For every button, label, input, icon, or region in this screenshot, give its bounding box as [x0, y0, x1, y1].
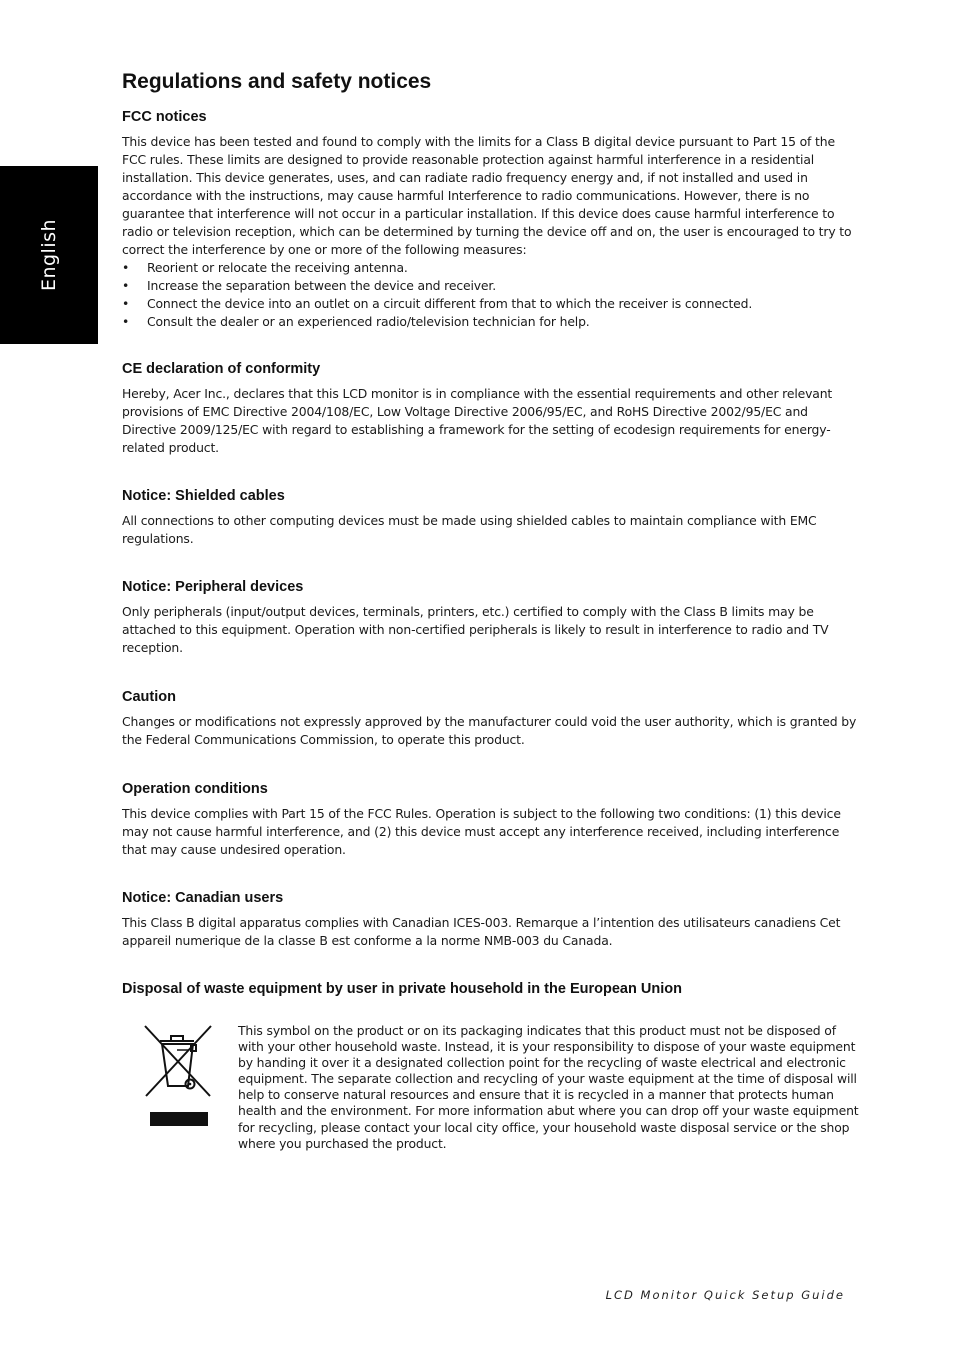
operation-conditions-body: This device complies with Part 15 of the FCC Rules. Operation is subject to the following two conditions: (1) this device may not cause harmful interference, and (2) this device must accept any interference received, including interference that may cause undesired operation.: [122, 806, 841, 857]
fcc-body: This device has been tested and found to comply with the limits for a Class B digital device pursuant to Part 15 of the FCC rules. These limits are designed to provide reasonable protection against harmful interference in a residential installation. This device generates, uses, and can radiate radio frequency energy and, if not installed and used in accordance with the instructions, may cause harmful Interference to radio communications. However, there is no guarantee that interference will not occur in a particular installation. If this device does cause harmful interference to radio or television reception, which can be determined by turning the device off and on, the user is encouraged to try to correct the interference by one or more of the following measures:: [122, 134, 852, 257]
page-content: [122, 68, 860, 1151]
ce-section: [122, 360, 860, 457]
list-item: • Reorient or relocate the receiving antenna.: [122, 259, 860, 277]
shielded-cables-body: All connections to other computing devices must be made using shielded cables to maintain compliance with EMC regulations.: [122, 513, 817, 546]
canadian-users-heading: Notice: Canadian users: [122, 890, 284, 906]
caution-body: Changes or modifications not expressly approved by the manufacturer could void the user authority, which is granted by the Federal Communications Commission, to operate this product.: [122, 714, 857, 747]
list-item: • Increase the separation between the device and receiver.: [122, 277, 860, 295]
disposal-body: This symbol on the product or on its packaging indicates that this product must not be disposed of with your other household waste. Instead, it is your responsibility to dispose of your waste equipment by handing it over it a designated collection point for the recycling of waste electrical and electronic equipment. The separate collection and recycling of your waste equipment at the time of disposal will help to conserve natural resources and ensure that it is recycled in a manner that protects human health and the environment. For more information abut where you can drop off your waste equipment for recycling, please contact your local city office, your household waste disposal service or the shop where you purchased the product.: [238, 1023, 859, 1151]
peripheral-devices-section: [122, 578, 860, 657]
fcc-heading: FCC notices: [122, 109, 207, 125]
ce-body: Hereby, Acer Inc., declares that this LCD monitor is in compliance with the essential requirements and other relevant provisions of EMC Directive 2004/108/EC, Low Voltage Directive 2006/95/EC, and RoHS Directive 2002/95/EC and Directive 2009/125/EC with regard to establishing a framework for the setting of ecodesign requirements for energy-related product.: [122, 386, 833, 455]
language-tab-label: English: [38, 218, 60, 292]
peripheral-devices-body: Only peripherals (input/output devices, terminals, printers, etc.) certified to comply with the Class B limits may be attached to this equipment. Operation with non-certified peripherals is likely to result in interference to radio and TV reception.: [122, 604, 829, 655]
list-item: • Consult the dealer or an experienced radio/television technician for help.: [122, 313, 860, 331]
disposal-heading: Disposal of waste equipment by user in private household in the European Union: [122, 981, 682, 997]
canadian-users-body: This Class B digital apparatus complies with Canadian ICES-003. Remarque a l’intention des utilisateurs canadiens Cet appareil numerique de la classe B est conforme a la norme NMB-003 du Canada.: [122, 915, 841, 948]
ce-heading: CE declaration of conformity: [122, 361, 321, 377]
shielded-cables-section: [122, 487, 860, 548]
disposal-section: [122, 980, 860, 1005]
crossed-out-wheelie-bin-icon: [142, 1023, 214, 1127]
operation-conditions-section: [122, 780, 860, 859]
shielded-cables-heading: Notice: Shielded cables: [122, 488, 285, 504]
caution-heading: Caution: [122, 689, 176, 705]
list-item: • Connect the device into an outlet on a circuit different from that to which the receiver is connected.: [122, 295, 860, 313]
caution-section: [122, 688, 860, 749]
operation-conditions-heading: Operation conditions: [122, 781, 268, 797]
footer-guide-title: LCD Monitor Quick Setup Guide: [605, 1288, 845, 1302]
page-title: Regulations and safety notices: [122, 70, 432, 93]
fcc-measures-list: [122, 259, 860, 331]
canadian-users-section: [122, 889, 860, 950]
fcc-section: [122, 108, 860, 331]
language-side-tab: [0, 166, 98, 344]
peripheral-devices-heading: Notice: Peripheral devices: [122, 579, 304, 595]
